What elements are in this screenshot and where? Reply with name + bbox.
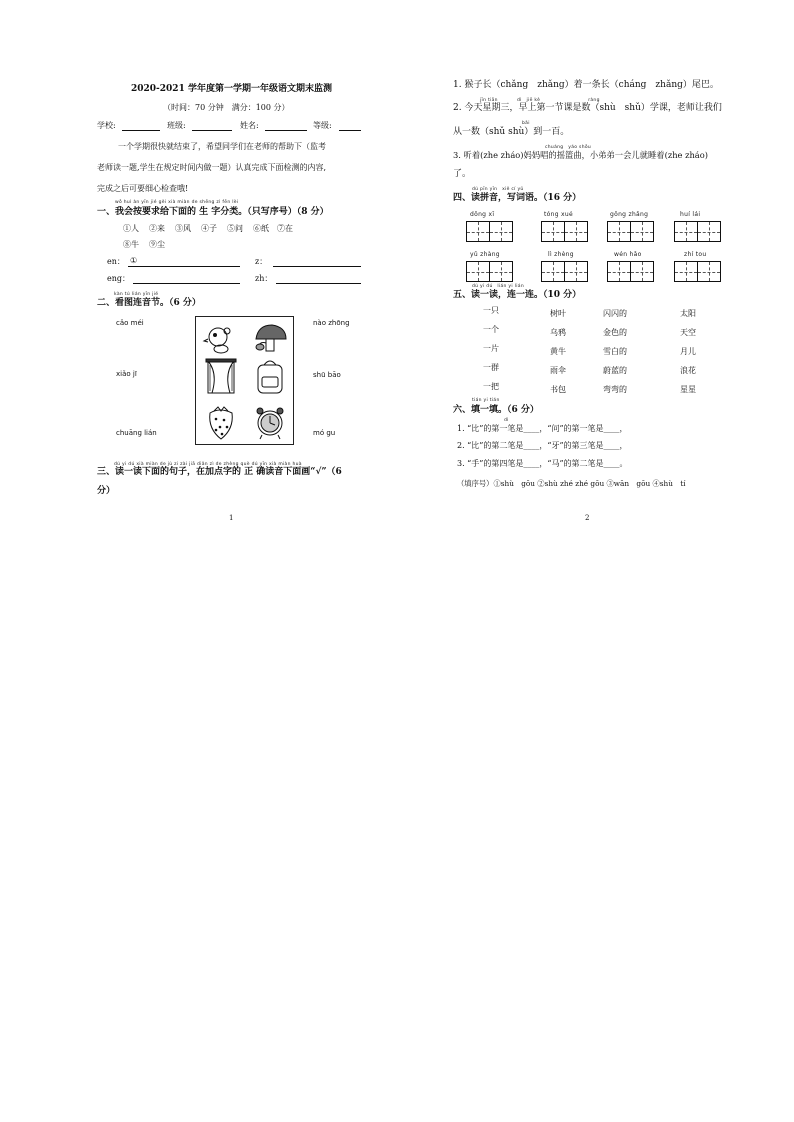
q5-col2-4: 雨伞 [550, 366, 566, 375]
q4-row1-py-4: huí lái [680, 211, 701, 218]
grade-label: 等级: [313, 121, 332, 130]
class-line [192, 130, 232, 131]
school-line [122, 130, 160, 131]
page-number-left: 1 [229, 514, 234, 522]
q5-pinyin: dú yi dú lián yi lián [472, 284, 524, 289]
q5-col4-1: 太阳 [680, 309, 696, 318]
q4-row1-py-2: tóng xué [544, 211, 573, 218]
q1-title: 一、我会按要求给下面的 生 字分类。（只写序号）（8 分） [97, 207, 329, 217]
q2-right-1: nào zhōng [313, 319, 350, 327]
q5-col1-3: 一片 [483, 344, 499, 353]
q4-write-box-7[interactable] [607, 261, 654, 282]
sentence-2-pinyin: jīn tiān dì jiē kè ràng [480, 98, 600, 103]
q5-col4-3: 月儿 [680, 347, 696, 356]
q4-write-box-4[interactable] [674, 221, 721, 242]
q5-col2-1: 树叶 [550, 309, 566, 318]
char-4: ④子 [201, 224, 217, 233]
q6-title: 六、填一填。（6 分） [453, 405, 539, 415]
q4-row1-py-1: dōng xī [470, 211, 495, 218]
q4-write-box-8[interactable] [674, 261, 721, 282]
q3-pinyin: dú yi dú xià miàn de jù zi zài jiā diǎn zì de zhèng què dú yīn xià miàn huà [114, 462, 302, 467]
q5-col1-2: 一个 [483, 325, 499, 334]
sentence-3b: 了。 [453, 169, 472, 179]
eng-answer-line [133, 283, 240, 284]
q5-col2-2: 乌鸦 [550, 328, 566, 337]
q2-left-2: xiǎo jī [116, 370, 137, 378]
alarm-clock-picture [257, 408, 283, 439]
q3-title-cont: 分） [97, 486, 116, 496]
q4-pinyin: dú pīn yīn xiě cí yǔ [472, 187, 524, 192]
q2-right-3: mó gu [313, 429, 336, 437]
q2-picture-frame [195, 316, 294, 445]
en-answer-line [128, 266, 240, 267]
q5-col4-4: 浪花 [680, 366, 696, 375]
char-6: ⑥纸 [253, 224, 269, 233]
zh-answer-line [276, 283, 361, 284]
q4-row2-py-4: zhí tou [684, 251, 707, 258]
backpack-picture [258, 361, 282, 393]
q4-write-box-5[interactable] [466, 261, 513, 282]
q3-title: 三、读一读下面的句子，在加点字的 正 确读音下面画“√”（6 [97, 467, 342, 477]
z-answer-line [273, 266, 361, 267]
q2-left-3: chuāng lián [116, 429, 157, 437]
q4-row2-py-1: yǔ zhàng [470, 251, 500, 258]
char-1: ①人 [123, 224, 139, 233]
page-number-right: 2 [585, 514, 590, 522]
q5-title: 五、读一读，连一连。（10 分） [453, 290, 582, 300]
chick-picture [204, 328, 230, 353]
label-eng: eng： [107, 274, 131, 283]
label-zh: zh： [255, 274, 273, 283]
intro-line-3: 完成之后可要细心检查哦! [97, 184, 189, 193]
q1-chars-row1 [123, 224, 293, 234]
sentence-2: 2. 今天星期三，早上第一节课是数（shù shǔ）学课，老师让我们 [453, 103, 722, 113]
exam-title: 2020-2021 学年度第一学期一年级语文期末监测 [131, 84, 332, 94]
sentence-2b: 从一数（shǔ shù）到一百。 [453, 127, 570, 137]
name-label: 姓名: [240, 121, 259, 130]
q4-row1-py-3: gōng zhǎng [610, 211, 649, 218]
char-2: ②来 [149, 224, 165, 233]
class-label: 班级: [167, 121, 186, 130]
q1-pinyin: wǒ huì àn yīn jié gěi xià miàn de shēng zì fēn lèi [115, 200, 239, 205]
q2-pinyin: kàn tú lián yīn jié [114, 292, 159, 297]
q5-col1-1: 一只 [483, 306, 499, 315]
q6-line-4: （填序号）①shù gōu ②shù zhé zhé gōu ③wān gōu ④shù tí [457, 479, 686, 488]
char-8: ⑧牛 [123, 240, 139, 249]
strawberry-picture [210, 407, 233, 439]
char-3: ③风 [175, 224, 191, 233]
exam-meta: （时间：70 分钟 满分：100 分） [163, 103, 290, 112]
q5-col2-3: 黄牛 [550, 347, 566, 356]
q4-row2-py-3: wén hǎo [614, 251, 642, 258]
mushroom-picture [256, 325, 286, 351]
q5-col3-5: 弯弯的 [603, 385, 627, 394]
sentence-3: 3. 听着(zhe zháo)妈妈唱的摇篮曲，小弟弟一会儿就睡着(zhe zháo) [453, 150, 708, 160]
char-9: ⑨尘 [149, 240, 165, 249]
sentence-2b-pinyin: bǎi [522, 121, 530, 126]
q6-line-1: 1. “比”的第一笔是____，“问”的第一笔是____， [457, 424, 628, 433]
q4-write-box-1[interactable] [466, 221, 513, 242]
q6-line-3: 3. “手”的第四笔是____，“马”的第二笔是____。 [457, 459, 628, 468]
q6-line-2: 2. “比”的第二笔是____，“牙”的第三笔是____， [457, 441, 628, 450]
sentence-3-pinyin: chuáng yáo shǒu [545, 145, 592, 150]
q5-col3-4: 蔚蓝的 [603, 366, 627, 375]
q4-write-box-2[interactable] [541, 221, 588, 242]
q2-pictures [196, 317, 293, 444]
q4-title: 四、读拼音，写词语。（16 分） [453, 193, 582, 203]
intro-line-2: 老师读一题,学生在规定时间内做一题）认真完成下面检测的内容, [97, 163, 327, 172]
q1-chars-row2 [123, 240, 165, 250]
q5-col3-3: 雪白的 [603, 347, 627, 356]
q4-write-box-3[interactable] [607, 221, 654, 242]
label-en-circle: ① [130, 256, 138, 265]
q2-right-2: shū bāo [313, 371, 341, 379]
q2-title: 二、看图连音节。（6 分） [97, 298, 201, 308]
q5-col1-4: 一群 [483, 363, 499, 372]
school-label: 学校: [97, 121, 116, 130]
grade-line [339, 130, 361, 131]
q5-col4-2: 天空 [680, 328, 696, 337]
page-right [397, 0, 794, 1122]
intro-line-1: 一个学期很快就结束了，希望同学们在老师的帮助下（监考 [118, 142, 326, 151]
char-5: ⑤问 [227, 224, 243, 233]
char-7: ⑦在 [277, 224, 293, 233]
label-z: z： [255, 257, 268, 266]
label-en: en： [107, 257, 125, 266]
q6-line1-pinyin: dì [504, 418, 509, 423]
q5-col1-5: 一把 [483, 382, 499, 391]
sentence-1: 1. 猴子长（chǎng zhǎng）着一条长（cháng zhǎng）尾巴。 [453, 80, 719, 90]
q6-pinyin: tián yi tián [472, 398, 500, 403]
curtain-picture [206, 359, 236, 393]
q5-col3-1: 闪闪的 [603, 309, 627, 318]
q5-col4-5: 星星 [680, 385, 696, 394]
q4-write-box-6[interactable] [541, 261, 588, 282]
q4-row2-py-2: lì zhèng [548, 251, 574, 258]
q5-col3-2: 金色的 [603, 328, 627, 337]
name-line [265, 130, 307, 131]
q5-col2-5: 书包 [550, 385, 566, 394]
q2-left-1: cǎo méi [116, 319, 144, 327]
